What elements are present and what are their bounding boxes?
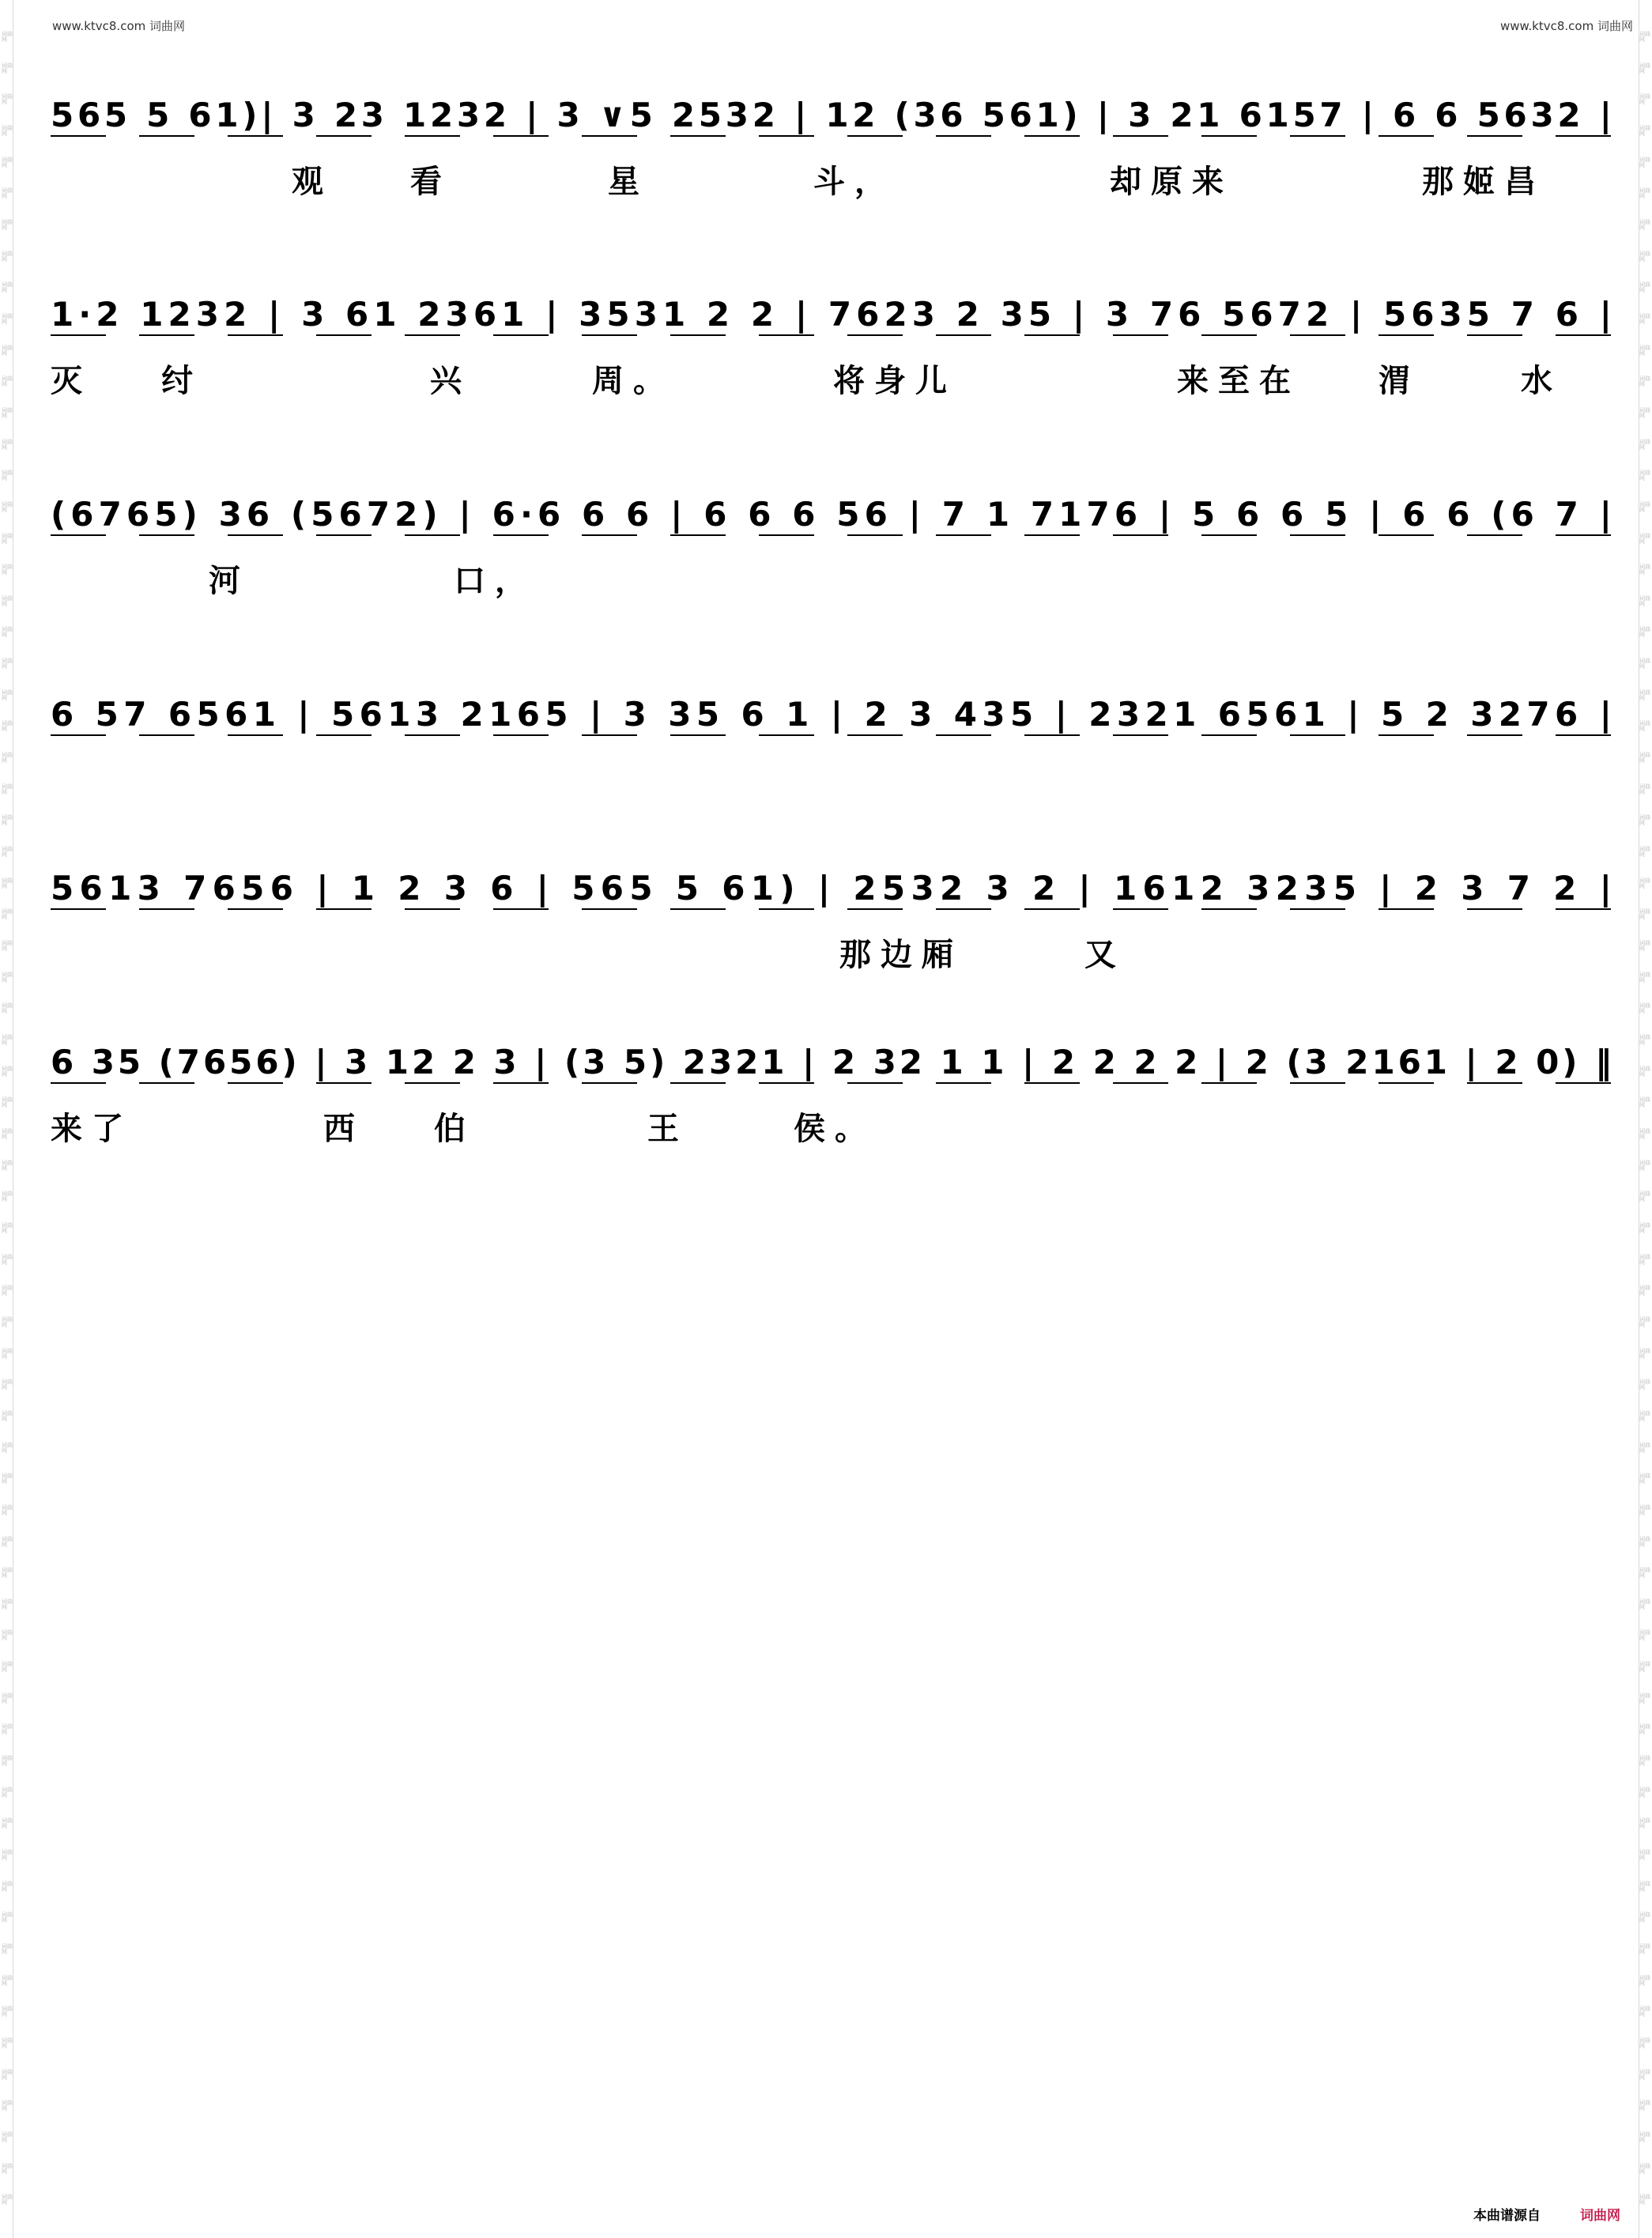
side-watermark-text: 词曲网 [2, 1285, 13, 1297]
side-watermark-text: 词曲网 [1639, 1567, 1650, 1579]
side-watermark-text: 词曲网 [2, 124, 13, 137]
side-watermark-text: 词曲网 [1639, 877, 1650, 889]
lyric-word: 那边厢 [839, 937, 963, 973]
side-watermark-text: 词曲网 [2, 1253, 13, 1266]
side-watermark-text: 词曲网 [2, 1127, 13, 1140]
side-watermark-text: 词曲网 [2, 1065, 13, 1077]
side-watermark-text: 词曲网 [2, 564, 13, 576]
side-watermark-text: 词曲网 [1639, 626, 1650, 639]
side-watermark-text: 词曲网 [2, 720, 13, 733]
side-watermark-text: 词曲网 [1639, 438, 1650, 451]
side-watermark-text: 词曲网 [2, 281, 13, 294]
side-watermark-text: 词曲网 [2, 470, 13, 482]
lyrics-row [51, 756, 1614, 803]
side-watermark-text: 词曲网 [1639, 1849, 1650, 1862]
side-watermark-text: 词曲网 [1639, 250, 1650, 262]
side-watermark-text: 词曲网 [2, 1191, 13, 1203]
lyric-word: 观 [292, 164, 323, 200]
side-watermark-text: 词曲网 [1639, 1347, 1650, 1360]
lyric-word: 纣 [161, 363, 193, 399]
side-watermark-text: 词曲网 [1639, 470, 1650, 482]
lyric-word: 又 [1084, 937, 1116, 973]
side-watermark-text: 词曲网 [1639, 344, 1650, 357]
footer [1473, 2204, 1620, 2224]
side-watermark-text: 词曲网 [1639, 2194, 1650, 2206]
side-watermark-text: 词曲网 [2, 594, 13, 607]
lyric-word: 水 [1521, 363, 1552, 399]
watermark-right: www.ktvc8.com 词曲网 [1499, 19, 1633, 33]
side-watermark-text: 词曲网 [2, 940, 13, 953]
lyric-word: 侯。 [794, 1111, 876, 1147]
side-watermark-text: 词曲网 [1639, 1315, 1650, 1328]
side-watermark-text: 词曲网 [1639, 376, 1650, 388]
notation-text: 5613 7656 | 1 2 3 6 | 565 5 61) | 2532 3 2 | 1612 3235 | 2 3 7 2 | [51, 869, 1612, 908]
side-watermark-text: 词曲网 [1639, 1159, 1650, 1172]
notation-text: 6 35 (7656) | 3 12 2 3 | (3 5) 2321 | 2 32 1 1 | 2 2 2 2 | 2 (3 2161 | 2 0) ‖ [51, 1043, 1612, 1081]
score-line [51, 639, 1614, 836]
lyrics-row [51, 930, 1614, 977]
left-watermark-strip [2, 0, 13, 2238]
side-watermark-text: 词曲网 [2, 1379, 13, 1391]
lyric-word: 斗， [813, 164, 896, 200]
side-watermark-text: 词曲网 [2, 376, 13, 388]
score-line [51, 239, 1614, 436]
side-watermark-text: 词曲网 [2, 1943, 13, 1956]
side-watermark-text: 词曲网 [1639, 2130, 1650, 2143]
lyrics-row [51, 556, 1614, 603]
side-watermark-text: 词曲网 [2, 1347, 13, 1360]
lyric-word: 河 [209, 563, 240, 599]
side-watermark-text: 词曲网 [1639, 1410, 1650, 1422]
side-watermark-text: 词曲网 [1639, 1504, 1650, 1516]
side-watermark-text: 词曲网 [2, 2130, 13, 2143]
side-watermark-text: 词曲网 [1639, 783, 1650, 795]
notation-text: 6 57 6561 | 5613 2165 | 3 35 6 1 | 2 3 435 | 2321 6561 | 5 2 3276 | [51, 695, 1612, 734]
side-watermark-text: 词曲网 [1639, 1379, 1650, 1391]
side-watermark-text: 词曲网 [2, 532, 13, 545]
side-watermark-text: 词曲网 [2, 814, 13, 827]
side-watermark-text: 词曲网 [2, 250, 13, 262]
lyric-word: 周。 [592, 363, 674, 399]
side-watermark-text: 词曲网 [1639, 1943, 1650, 1956]
side-watermark-text: 词曲网 [1639, 846, 1650, 859]
side-watermark-text: 词曲网 [2, 1974, 13, 1987]
side-watermark-text: 词曲网 [1639, 1096, 1650, 1109]
side-watermark-text: 词曲网 [1639, 500, 1650, 513]
side-watermark-text: 词曲网 [1639, 1755, 1650, 1768]
side-watermark-text: 词曲网 [1639, 2006, 1650, 2018]
side-watermark-text: 词曲网 [1639, 1253, 1650, 1266]
lyric-word: 王 [647, 1111, 679, 1147]
side-watermark-text: 词曲网 [2, 1096, 13, 1109]
side-watermark-text: 词曲网 [1639, 2100, 1650, 2112]
side-watermark-text: 词曲网 [1639, 1065, 1650, 1077]
score-line [51, 987, 1614, 1184]
side-watermark-text: 词曲网 [1639, 2162, 1650, 2175]
side-watermark-text: 词曲网 [2, 31, 13, 43]
side-watermark-text: 词曲网 [1639, 971, 1650, 983]
side-watermark-text: 词曲网 [2, 2194, 13, 2206]
side-watermark-text: 词曲网 [1639, 689, 1650, 701]
footer-source-label: 本曲谱源自 [1473, 2208, 1541, 2224]
side-watermark-text: 词曲网 [1639, 156, 1650, 168]
score-line [51, 813, 1614, 1010]
lyric-word: 星 [608, 164, 639, 200]
side-watermark-text: 词曲网 [2, 1410, 13, 1422]
side-watermark-text: 词曲网 [1639, 93, 1650, 106]
side-watermark-text: 词曲网 [2, 1473, 13, 1485]
side-watermark-text: 词曲网 [2, 1567, 13, 1579]
side-watermark-text: 词曲网 [1639, 940, 1650, 953]
lyric-word: 来了 [51, 1111, 133, 1147]
side-watermark-text: 词曲网 [1639, 1974, 1650, 1987]
side-watermark-text: 词曲网 [1639, 1034, 1650, 1046]
lyrics-row [51, 157, 1614, 204]
side-watermark-text: 词曲网 [2, 2100, 13, 2112]
side-watermark-text: 词曲网 [1639, 908, 1650, 921]
side-watermark-text: 词曲网 [2, 406, 13, 419]
side-watermark-text: 词曲网 [1639, 2037, 1650, 2049]
side-watermark-text: 词曲网 [2, 971, 13, 983]
side-watermark-text: 词曲网 [2, 1034, 13, 1046]
side-watermark-text: 词曲网 [2, 783, 13, 795]
side-watermark-text: 词曲网 [2, 689, 13, 701]
side-watermark-text: 词曲网 [2, 187, 13, 200]
side-watermark-text: 词曲网 [2, 62, 13, 74]
side-watermark-text: 词曲网 [2, 1786, 13, 1798]
side-watermark-text: 词曲网 [2, 1755, 13, 1768]
side-watermark-text: 词曲网 [2, 1598, 13, 1610]
side-watermark-text: 词曲网 [1639, 1912, 1650, 1924]
side-watermark-text: 词曲网 [1639, 1441, 1650, 1454]
score-line [51, 439, 1614, 636]
side-watermark-text: 词曲网 [1639, 406, 1650, 419]
side-watermark-text: 词曲网 [1639, 1661, 1650, 1674]
side-watermark-text: 词曲网 [2, 1661, 13, 1674]
notation-text: 565 5 61)| 3 23 1232 | 3 ∨5 2532 | 12 (36 561) | 3 21 6157 | 6 6 5632 | [51, 96, 1612, 134]
side-watermark-text: 词曲网 [1639, 281, 1650, 294]
side-watermark-text: 词曲网 [1639, 312, 1650, 325]
lyric-word: 看 [410, 164, 442, 200]
lyric-word: 却原来 [1110, 164, 1233, 200]
side-watermark-text: 词曲网 [2, 1880, 13, 1893]
lyric-word: 口， [454, 563, 536, 599]
side-watermark-text: 词曲网 [2, 877, 13, 889]
side-watermark-text: 词曲网 [1639, 2068, 1650, 2081]
lyrics-row [51, 1104, 1614, 1151]
lyric-word: 兴 [430, 363, 462, 399]
side-watermark-text: 词曲网 [2, 1692, 13, 1704]
side-watermark-text: 词曲网 [2, 500, 13, 513]
side-watermark-text: 词曲网 [1639, 1285, 1650, 1297]
lyric-word: 灭 [51, 363, 82, 399]
side-watermark-text: 词曲网 [1639, 1002, 1650, 1015]
side-watermark-text: 词曲网 [2, 626, 13, 639]
side-watermark-text: 词曲网 [1639, 1127, 1650, 1140]
footer-brand: 词曲网 [1580, 2208, 1620, 2224]
side-watermark-text: 词曲网 [1639, 1629, 1650, 1642]
side-watermark-text: 词曲网 [2, 2162, 13, 2175]
side-watermark-text: 词曲网 [2, 1504, 13, 1516]
side-watermark-text: 词曲网 [2, 1535, 13, 1548]
side-watermark-text: 词曲网 [1639, 594, 1650, 607]
side-watermark-text: 词曲网 [2, 1849, 13, 1862]
side-watermark-text: 词曲网 [1639, 218, 1650, 231]
lyric-word: 伯 [434, 1111, 466, 1147]
watermark-left: www.ktvc8.com 词曲网 [52, 19, 186, 33]
score-line [51, 40, 1614, 237]
side-watermark-text: 词曲网 [2, 1817, 13, 1830]
side-watermark-text: 词曲网 [2, 1002, 13, 1015]
side-watermark-text: 词曲网 [2, 2068, 13, 2081]
side-watermark-text: 词曲网 [2, 1912, 13, 1924]
side-watermark-text: 词曲网 [1639, 1598, 1650, 1610]
side-watermark-text: 词曲网 [2, 2037, 13, 2049]
side-watermark-text: 词曲网 [2, 344, 13, 357]
side-watermark-text: 词曲网 [2, 438, 13, 451]
side-watermark-text: 词曲网 [1639, 658, 1650, 670]
notation-text: (6765) 36 (5672) | 6·6 6 6 | 6 6 6 56 | 7 1 7176 | 5 6 6 5 | 6 6 (6 7 | [51, 495, 1612, 534]
side-watermark-text: 词曲网 [2, 658, 13, 670]
side-watermark-text: 词曲网 [2, 1441, 13, 1454]
notation-text: 1·2 1232 | 3 61 2361 | 3531 2 2 | 7623 2 35 | 3 76 5672 | 5635 7 6 | [51, 295, 1612, 334]
side-watermark-text: 词曲网 [2, 752, 13, 764]
side-watermark-text: 词曲网 [2, 2006, 13, 2018]
side-watermark-text: 词曲网 [1639, 124, 1650, 137]
side-watermark-text: 词曲网 [1639, 814, 1650, 827]
side-watermark-text: 词曲网 [2, 312, 13, 325]
side-watermark-text: 词曲网 [1639, 1692, 1650, 1704]
lyrics-row [51, 356, 1614, 403]
side-watermark-text: 词曲网 [1639, 31, 1650, 43]
side-watermark-text: 词曲网 [1639, 1880, 1650, 1893]
lyric-word: 西 [323, 1111, 355, 1147]
lyric-word: 来至在 [1177, 363, 1300, 399]
side-watermark-text: 词曲网 [1639, 1723, 1650, 1736]
side-watermark-text: 词曲网 [1639, 1535, 1650, 1548]
side-watermark-text: 词曲网 [2, 1723, 13, 1736]
side-watermark-text: 词曲网 [1639, 62, 1650, 74]
side-watermark-text: 词曲网 [2, 218, 13, 231]
side-watermark-text: 词曲网 [2, 1629, 13, 1642]
lyric-word: 那姬昌 [1422, 164, 1545, 200]
side-watermark-text: 词曲网 [2, 1221, 13, 1234]
right-watermark-strip [1639, 0, 1650, 2238]
side-watermark-text: 词曲网 [1639, 1817, 1650, 1830]
side-watermark-text: 词曲网 [1639, 564, 1650, 576]
side-watermark-text: 词曲网 [1639, 720, 1650, 733]
side-watermark-text: 词曲网 [1639, 532, 1650, 545]
side-watermark-text: 词曲网 [1639, 1786, 1650, 1798]
side-watermark-text: 词曲网 [1639, 752, 1650, 764]
side-watermark-text: 词曲网 [1639, 187, 1650, 200]
side-watermark-text: 词曲网 [1639, 1221, 1650, 1234]
side-watermark-text: 词曲网 [2, 156, 13, 168]
side-watermark-text: 词曲网 [1639, 1473, 1650, 1485]
lyric-word: 渭 [1379, 363, 1410, 399]
side-watermark-text: 词曲网 [2, 93, 13, 106]
lyric-word: 将身儿 [833, 363, 956, 399]
side-watermark-text: 词曲网 [2, 846, 13, 859]
side-watermark-text: 词曲网 [2, 908, 13, 921]
side-watermark-text: 词曲网 [1639, 1191, 1650, 1203]
side-watermark-text: 词曲网 [2, 1315, 13, 1328]
side-watermark-text: 词曲网 [2, 1159, 13, 1172]
